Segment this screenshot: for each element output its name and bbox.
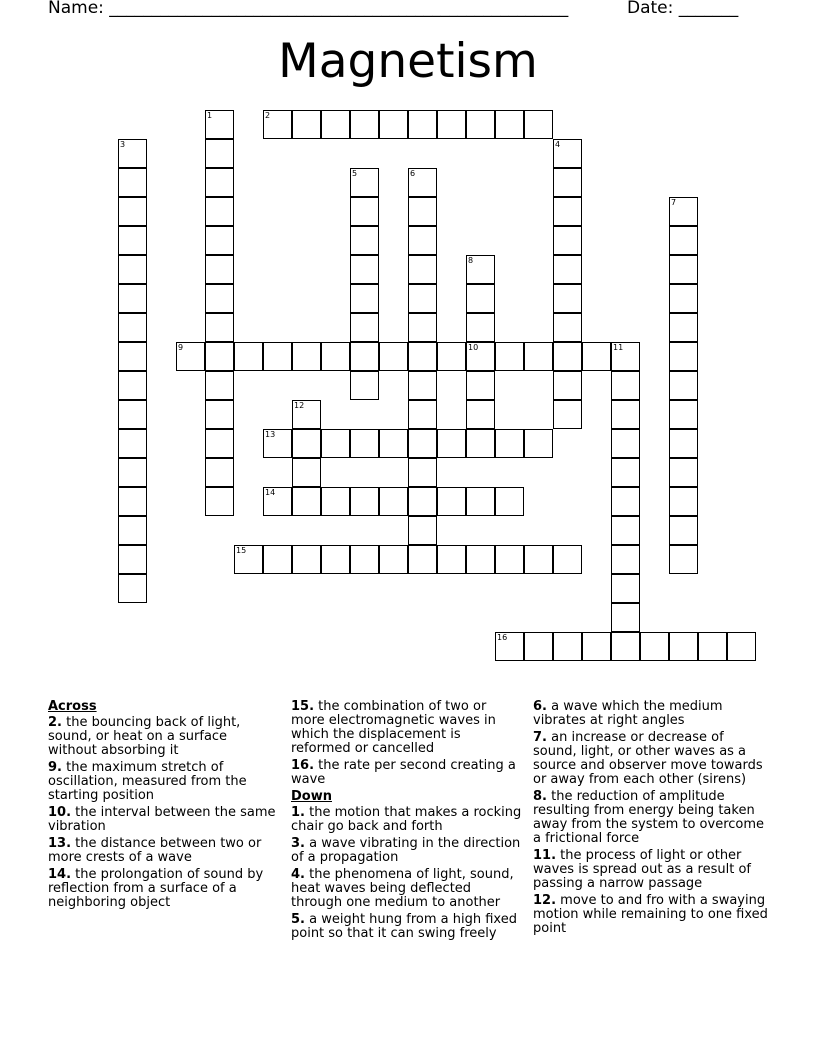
cell-number: 3: [120, 140, 126, 149]
page-title: Magnetism: [278, 34, 538, 89]
crossword-cell[interactable]: [466, 110, 495, 139]
clue-text: the interval between the same vibration: [48, 805, 276, 834]
crossword-cell[interactable]: [350, 487, 379, 516]
crossword-cell[interactable]: [582, 342, 611, 371]
cell-number: 16: [497, 633, 508, 642]
crossword-cell[interactable]: [553, 255, 582, 284]
crossword-cell[interactable]: [611, 516, 640, 545]
crossword-cell[interactable]: [350, 168, 379, 197]
clue-number: 4.: [291, 867, 305, 882]
crossword-cell[interactable]: [582, 632, 611, 661]
crossword-cell[interactable]: [234, 342, 263, 371]
crossword-cell[interactable]: [408, 371, 437, 400]
clue-item: [48, 806, 280, 834]
crossword-cell[interactable]: [669, 342, 698, 371]
crossword-cell[interactable]: [263, 487, 292, 516]
crossword-cell[interactable]: [553, 545, 582, 574]
date-field-label: Date: _______: [627, 0, 739, 18]
crossword-cell[interactable]: [466, 487, 495, 516]
crossword-cell[interactable]: [292, 458, 321, 487]
crossword-cell[interactable]: [437, 429, 466, 458]
clue-text: the process of light or other waves is spread out as a result of passing a narrow passage: [533, 848, 751, 891]
crossword-cell[interactable]: [408, 255, 437, 284]
crossword-cell[interactable]: [466, 400, 495, 429]
crossword-cell[interactable]: [437, 110, 466, 139]
crossword-cell[interactable]: [118, 429, 147, 458]
crossword-cell[interactable]: [611, 632, 640, 661]
crossword-cell[interactable]: [350, 197, 379, 226]
crossword-cell[interactable]: [118, 574, 147, 603]
clue-text: an increase or decrease of sound, light, or other waves as a source and observer move towards or away from each other (sirens): [533, 730, 763, 787]
crossword-cell[interactable]: [321, 110, 350, 139]
crossword-cell[interactable]: [611, 574, 640, 603]
crossword-cell[interactable]: [408, 487, 437, 516]
clue-text: the motion that makes a rocking chair go back and forth: [291, 805, 522, 834]
clue-number: 16.: [291, 758, 315, 773]
clue-item: [533, 894, 769, 936]
crossword-cell[interactable]: [437, 545, 466, 574]
crossword-cell[interactable]: [524, 632, 553, 661]
crossword-cell[interactable]: [292, 545, 321, 574]
clue-number: 1.: [291, 805, 305, 820]
crossword-cell[interactable]: [408, 313, 437, 342]
crossword-cell[interactable]: [408, 168, 437, 197]
crossword-cell[interactable]: [669, 197, 698, 226]
crossword-cell[interactable]: [205, 255, 234, 284]
crossword-cell[interactable]: [292, 342, 321, 371]
crossword-cell[interactable]: [524, 110, 553, 139]
crossword-cell[interactable]: [350, 371, 379, 400]
clue-number: 3.: [291, 836, 305, 851]
clue-item: [48, 761, 280, 803]
crossword-cell[interactable]: [379, 110, 408, 139]
crossword-cell[interactable]: [321, 429, 350, 458]
crossword-cell[interactable]: [350, 226, 379, 255]
crossword-cell[interactable]: [205, 168, 234, 197]
clue-item: [533, 700, 769, 728]
crossword-cell[interactable]: [263, 110, 292, 139]
crossword-cell[interactable]: [669, 429, 698, 458]
crossword-cell[interactable]: [379, 545, 408, 574]
crossword-cell[interactable]: [553, 139, 582, 168]
crossword-cell[interactable]: [379, 487, 408, 516]
crossword-cell[interactable]: [495, 487, 524, 516]
clue-number: 15.: [291, 699, 315, 714]
crossword-cell[interactable]: [118, 487, 147, 516]
cell-number: 1: [207, 111, 213, 120]
crossword-cell[interactable]: [408, 429, 437, 458]
crossword-cell[interactable]: [350, 545, 379, 574]
crossword-cell[interactable]: [698, 632, 727, 661]
crossword-cell[interactable]: [350, 255, 379, 284]
clue-item: [291, 913, 523, 941]
crossword-cell[interactable]: [495, 632, 524, 661]
crossword-cell[interactable]: [205, 458, 234, 487]
crossword-cell[interactable]: [379, 342, 408, 371]
clue-item: [533, 731, 769, 787]
cell-number: 13: [265, 430, 276, 439]
crossword-cell[interactable]: [321, 545, 350, 574]
crossword-cell[interactable]: [466, 429, 495, 458]
crossword-cell[interactable]: [234, 545, 263, 574]
clue-text: the distance between two or more crests of a wave: [48, 836, 262, 865]
crossword-cell[interactable]: [611, 371, 640, 400]
cell-number: 6: [410, 169, 416, 178]
clue-text: the phenomena of light, sound, heat waves being deflected through one medium to another: [291, 867, 514, 910]
cell-number: 14: [265, 488, 276, 497]
clue-number: 9.: [48, 760, 62, 775]
crossword-cell[interactable]: [408, 545, 437, 574]
crossword-cell[interactable]: [292, 110, 321, 139]
crossword-cell[interactable]: [611, 458, 640, 487]
crossword-cell[interactable]: [350, 110, 379, 139]
clue-text: a wave vibrating in the direction of a propagation: [291, 836, 521, 865]
crossword-cell[interactable]: [118, 545, 147, 574]
crossword-cell[interactable]: [118, 400, 147, 429]
crossword-cell[interactable]: [553, 284, 582, 313]
crossword-cell[interactable]: [205, 429, 234, 458]
crossword-cell[interactable]: [118, 255, 147, 284]
clue-item: [48, 868, 280, 910]
crossword-cell[interactable]: [205, 313, 234, 342]
crossword-cell[interactable]: [118, 342, 147, 371]
clue-text: the prolongation of sound by reflection from a surface of a neighboring object: [48, 867, 264, 910]
crossword-cell[interactable]: [350, 429, 379, 458]
crossword-cell[interactable]: [466, 371, 495, 400]
cell-number: 10: [468, 343, 479, 352]
crossword-cell[interactable]: [263, 429, 292, 458]
crossword-cell[interactable]: [205, 342, 234, 371]
crossword-cell[interactable]: [379, 429, 408, 458]
crossword-cell[interactable]: [553, 632, 582, 661]
crossword-cell[interactable]: [669, 458, 698, 487]
crossword-cell[interactable]: [466, 545, 495, 574]
clue-text: the maximum stretch of oscillation, measured from the starting position: [48, 760, 247, 803]
cell-number: 15: [236, 546, 247, 555]
cell-number: 5: [352, 169, 358, 178]
crossword-cell[interactable]: [466, 255, 495, 284]
clue-number: 8.: [533, 789, 547, 804]
clue-number: 11.: [533, 848, 557, 863]
crossword-cell[interactable]: [553, 342, 582, 371]
crossword-cell[interactable]: [205, 400, 234, 429]
clue-number: 5.: [291, 912, 305, 927]
crossword-cell[interactable]: [495, 342, 524, 371]
crossword-cell[interactable]: [118, 458, 147, 487]
crossword-cell[interactable]: [495, 545, 524, 574]
crossword-cell[interactable]: [408, 226, 437, 255]
clue-number: 10.: [48, 805, 72, 820]
clue-item: [48, 837, 280, 865]
crossword-cell[interactable]: [118, 226, 147, 255]
cell-number: 4: [555, 140, 561, 149]
crossword-cell[interactable]: [611, 429, 640, 458]
cell-number: 7: [671, 198, 677, 207]
crossword-cell[interactable]: [205, 371, 234, 400]
crossword-cell[interactable]: [263, 342, 292, 371]
clue-number: 6.: [533, 699, 547, 714]
clue-item: [533, 790, 769, 846]
clue-column-1: [48, 700, 280, 913]
crossword-cell[interactable]: [350, 313, 379, 342]
crossword-cell[interactable]: [553, 168, 582, 197]
crossword-cell[interactable]: [292, 487, 321, 516]
crossword-cell[interactable]: [553, 313, 582, 342]
clue-number: 7.: [533, 730, 547, 745]
crossword-cell[interactable]: [321, 487, 350, 516]
crossword-cell[interactable]: [350, 342, 379, 371]
crossword-cell[interactable]: [118, 284, 147, 313]
clue-item: [291, 868, 523, 910]
crossword-cell[interactable]: [118, 516, 147, 545]
crossword-cell[interactable]: [611, 400, 640, 429]
clue-item: [48, 716, 280, 758]
crossword-cell[interactable]: [611, 487, 640, 516]
clue-number: 2.: [48, 715, 62, 730]
crossword-cell[interactable]: [669, 313, 698, 342]
clue-section-header: Across: [48, 699, 97, 714]
clue-text: move to and fro with a swaying motion while remaining to one fixed point: [533, 893, 768, 936]
crossword-cell[interactable]: [205, 487, 234, 516]
crossword-cell[interactable]: [263, 545, 292, 574]
crossword-cell[interactable]: [524, 429, 553, 458]
clue-column-2: [291, 700, 523, 944]
clue-number: 13.: [48, 836, 72, 851]
crossword-cell[interactable]: [437, 342, 466, 371]
crossword-cell[interactable]: [118, 197, 147, 226]
crossword-cell[interactable]: [408, 516, 437, 545]
crossword-cell[interactable]: [437, 487, 466, 516]
crossword-cell[interactable]: [466, 284, 495, 313]
crossword-cell[interactable]: [611, 603, 640, 632]
name-field-label: Name: ______________________________________________________: [48, 0, 569, 18]
crossword-cell[interactable]: [408, 342, 437, 371]
crossword-cell[interactable]: [205, 226, 234, 255]
crossword-cell[interactable]: [669, 545, 698, 574]
clue-text: the reduction of amplitude resulting from energy being taken away from the system to overcome a frictional force: [533, 789, 765, 846]
crossword-cell[interactable]: [292, 429, 321, 458]
crossword-cell[interactable]: [669, 487, 698, 516]
crossword-cell[interactable]: [611, 342, 640, 371]
clue-item: [291, 700, 523, 756]
clue-section-header: Down: [291, 789, 332, 804]
cell-number: 2: [265, 111, 271, 120]
crossword-cell[interactable]: [408, 400, 437, 429]
crossword-cell[interactable]: [524, 342, 553, 371]
crossword-cell[interactable]: [205, 139, 234, 168]
crossword-cell[interactable]: [553, 400, 582, 429]
clue-column-3: [533, 700, 769, 939]
crossword-cell[interactable]: [669, 371, 698, 400]
cell-number: 9: [178, 343, 184, 352]
crossword-cell[interactable]: [118, 168, 147, 197]
crossword-cell[interactable]: [553, 197, 582, 226]
crossword-cell[interactable]: [553, 226, 582, 255]
crossword-cell[interactable]: [553, 371, 582, 400]
crossword-cell[interactable]: [524, 545, 553, 574]
crossword-cell[interactable]: [176, 342, 205, 371]
clue-text: a wave which the medium vibrates at right angles: [533, 699, 723, 728]
cell-number: 8: [468, 256, 474, 265]
clue-text: the rate per second creating a wave: [291, 758, 516, 787]
clue-text: the bouncing back of light, sound, or heat on a surface without absorbing it: [48, 715, 241, 758]
clue-number: 12.: [533, 893, 557, 908]
crossword-cell[interactable]: [640, 632, 669, 661]
crossword-cell[interactable]: [118, 139, 147, 168]
crossword-cell[interactable]: [669, 284, 698, 313]
crossword-cell[interactable]: [408, 458, 437, 487]
crossword-cell[interactable]: [205, 110, 234, 139]
crossword-cell[interactable]: [727, 632, 756, 661]
crossword-cell[interactable]: [669, 516, 698, 545]
crossword-cell[interactable]: [408, 197, 437, 226]
crossword-cell[interactable]: [408, 110, 437, 139]
crossword-cell[interactable]: [321, 342, 350, 371]
crossword-cell[interactable]: [611, 545, 640, 574]
crossword-cell[interactable]: [292, 400, 321, 429]
crossword-cell[interactable]: [495, 110, 524, 139]
crossword-cell[interactable]: [205, 197, 234, 226]
crossword-cell[interactable]: [466, 313, 495, 342]
crossword-cell[interactable]: [408, 284, 437, 313]
crossword-cell[interactable]: [669, 255, 698, 284]
crossword-cell[interactable]: [118, 313, 147, 342]
crossword-cell[interactable]: [118, 371, 147, 400]
clue-item: [533, 849, 769, 891]
cell-number: 11: [613, 343, 624, 352]
clue-item: [291, 759, 523, 787]
clue-text: the combination of two or more electromagnetic waves in which the displacement is reformed or cancelled: [291, 699, 496, 756]
cell-number: 12: [294, 401, 305, 410]
clue-text: a weight hung from a high fixed point so that it can swing freely: [291, 912, 517, 941]
crossword-cell[interactable]: [669, 226, 698, 255]
clue-number: 14.: [48, 867, 72, 882]
crossword-cell[interactable]: [466, 342, 495, 371]
crossword-cell[interactable]: [669, 400, 698, 429]
crossword-cell[interactable]: [669, 632, 698, 661]
clue-item: [291, 837, 523, 865]
crossword-cell[interactable]: [495, 429, 524, 458]
crossword-cell[interactable]: [350, 284, 379, 313]
clue-item: [291, 806, 523, 834]
crossword-cell[interactable]: [205, 284, 234, 313]
